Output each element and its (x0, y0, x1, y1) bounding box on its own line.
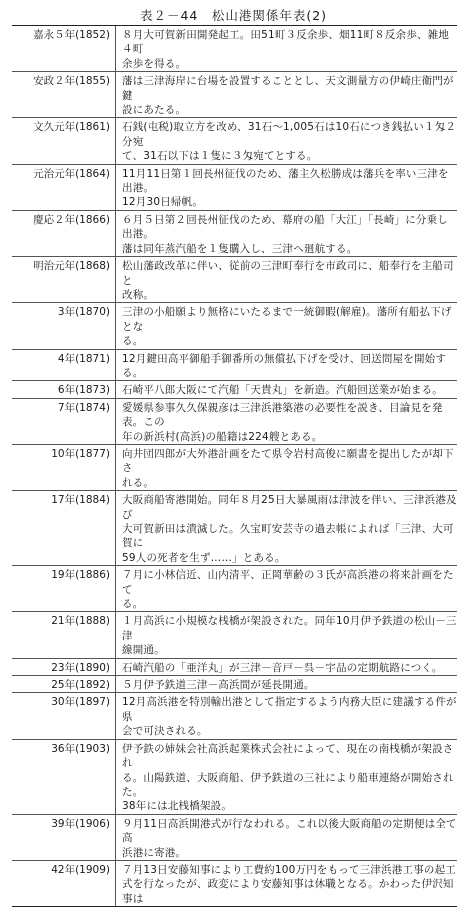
era-cell: 3年(1870) (12, 303, 116, 348)
event-cell: ７月13日安藤知事により工費約100万円をもって三津浜港工事の起工 式を行なったが、政変により安藤知事は休職となる。かわった伊沢知事は (122, 863, 457, 905)
era-cell: 慶応２年(1866) (12, 211, 116, 256)
table-row (12, 814, 457, 860)
event-cell: 伊予鉄の姉妹会社高浜起業株式会社によって、現在の南桟橋が架設され る。山陽鉄道、大阪商船、伊予鉄道の三社により船車連絡が開始された。 38年には北桟橋架設。 (122, 742, 454, 813)
table-row (12, 658, 457, 675)
table-row (12, 692, 457, 738)
table-row (12, 349, 457, 381)
event-cell: 石銭(屯税)取立方を改め、31石～1,005石は10石につき銭払い１匁２分宛 て、31石以下は１隻に３匁宛てとする。 (122, 121, 457, 163)
table-row (12, 565, 457, 611)
event-cell: ６月５日第２回長州征伐のため、幕府の船「大江」「長崎」に分乗し出港。 藩は同年蒸汽船を１隻購入し、三津へ廻航する。 (122, 213, 449, 255)
event-cell: 向井団四郎が大外港計画をたて県令岩村高俊に願書を提出したが却下さ れる。 (122, 447, 454, 489)
event-cell: 11月11日第１回長州征伐のため、藩主久松勝成は藩兵を率い三津を出港。 12月30日帰帆。 (122, 167, 449, 209)
event-cell: 藩は三津海岸に台場を設置することとし、天文測量方の伊崎庄衛門が鍵 設にあたる。 (122, 75, 454, 117)
chronology-table (12, 25, 457, 907)
era-cell: 4年(1871) (12, 350, 116, 381)
table-row (12, 164, 457, 210)
era-cell: 元治元年(1864) (12, 165, 116, 210)
table-row (12, 256, 457, 302)
table-row (12, 490, 457, 565)
table-row (12, 302, 457, 348)
table-row (12, 739, 457, 814)
event-cell: 松山藩政改革に伴い、従前の三津町奉行を市政司に、船奉行を主船司と 改称。 (122, 260, 454, 301)
table-row (12, 611, 457, 657)
event-cell: 12月鍵田高平御船手御番所の無償払下げを受け、回送問屋を開始する。 (122, 352, 447, 379)
table-row (12, 444, 457, 490)
era-cell: 7年(1874) (12, 399, 116, 444)
event-cell: 石崎汽船の「亜洋丸」が三津－音戸－呉－宇品の定期航路につく。 (122, 661, 443, 674)
era-cell: 10年(1877) (12, 445, 116, 490)
event-cell: ７月に小林信近、山内清平、正岡華齢の３氏が高浜港の将来計画をたて る。 (122, 569, 454, 611)
table-row (12, 210, 457, 256)
era-cell: 42年(1909) (12, 861, 116, 906)
era-cell: 安政２年(1855) (12, 72, 116, 117)
event-cell: ８月大可賀新田開発起工。田51町３反余歩、畑11町８反余歩、雑地４町 余歩を得る。 (122, 29, 450, 70)
table-row (12, 675, 457, 692)
table-title: 表２－44 松山港関係年表(2) (139, 8, 328, 23)
era-cell: 25年(1892) (12, 676, 116, 692)
event-cell: 大阪商船寄港開始。同年８月25日大暴風雨は津波を伴い、三津浜港及び 大可賀新田は潰滅した。久宝町安芸寺の過去帳によれば「三津、大可賀に 59人の死者を生ず……」とある。 (122, 494, 457, 564)
table-row (12, 117, 457, 163)
era-cell: 21年(1888) (12, 612, 116, 657)
era-cell: 19年(1886) (12, 566, 116, 611)
era-cell: 6年(1873) (12, 381, 116, 397)
event-cell: ９月11日高浜開港式が行なわれる。これ以後大阪商船の定期便は全て高 浜港に寄港。 (122, 817, 457, 859)
event-cell: 石崎平八郎大阪にて汽船「天貴丸」を新造。汽船回送業が始まる。 (122, 384, 443, 397)
table-row (12, 380, 457, 397)
table-row (12, 71, 457, 117)
era-cell: 明治元年(1868) (12, 257, 116, 302)
era-cell: 文久元年(1861) (12, 118, 116, 163)
table-row (12, 860, 457, 906)
era-cell: 23年(1890) (12, 659, 116, 675)
table-row (12, 26, 457, 71)
era-cell: 39年(1906) (12, 815, 116, 860)
event-cell: 愛媛県参事久久保親彦は三津浜港築港の必要性を説き、目論見を発表。この 年の新浜村(高浜)の船籍は224艘とある。 (122, 401, 443, 443)
era-cell: 30年(1897) (12, 693, 116, 738)
event-cell: ５月伊予鉄道三津－高浜間が延長開通。 (122, 679, 315, 692)
era-cell: 36年(1903) (12, 740, 116, 814)
era-cell: 17年(1884) (12, 491, 116, 565)
event-cell: 三津の小船願より無格にいたるまで一統御暇(解雇)。藩所有船払下げとな る。 (122, 306, 452, 348)
table-row (12, 398, 457, 444)
event-cell: 12月高浜港を特別輸出港として指定するよう内務大臣に建議する件が県 会で可決される。 (122, 696, 457, 738)
era-cell: 嘉永５年(1852) (12, 26, 116, 71)
event-cell: １月高浜に小規模な桟橋が架設された。同年10月伊予鉄道の松山－三津 線開通。 (122, 615, 457, 657)
